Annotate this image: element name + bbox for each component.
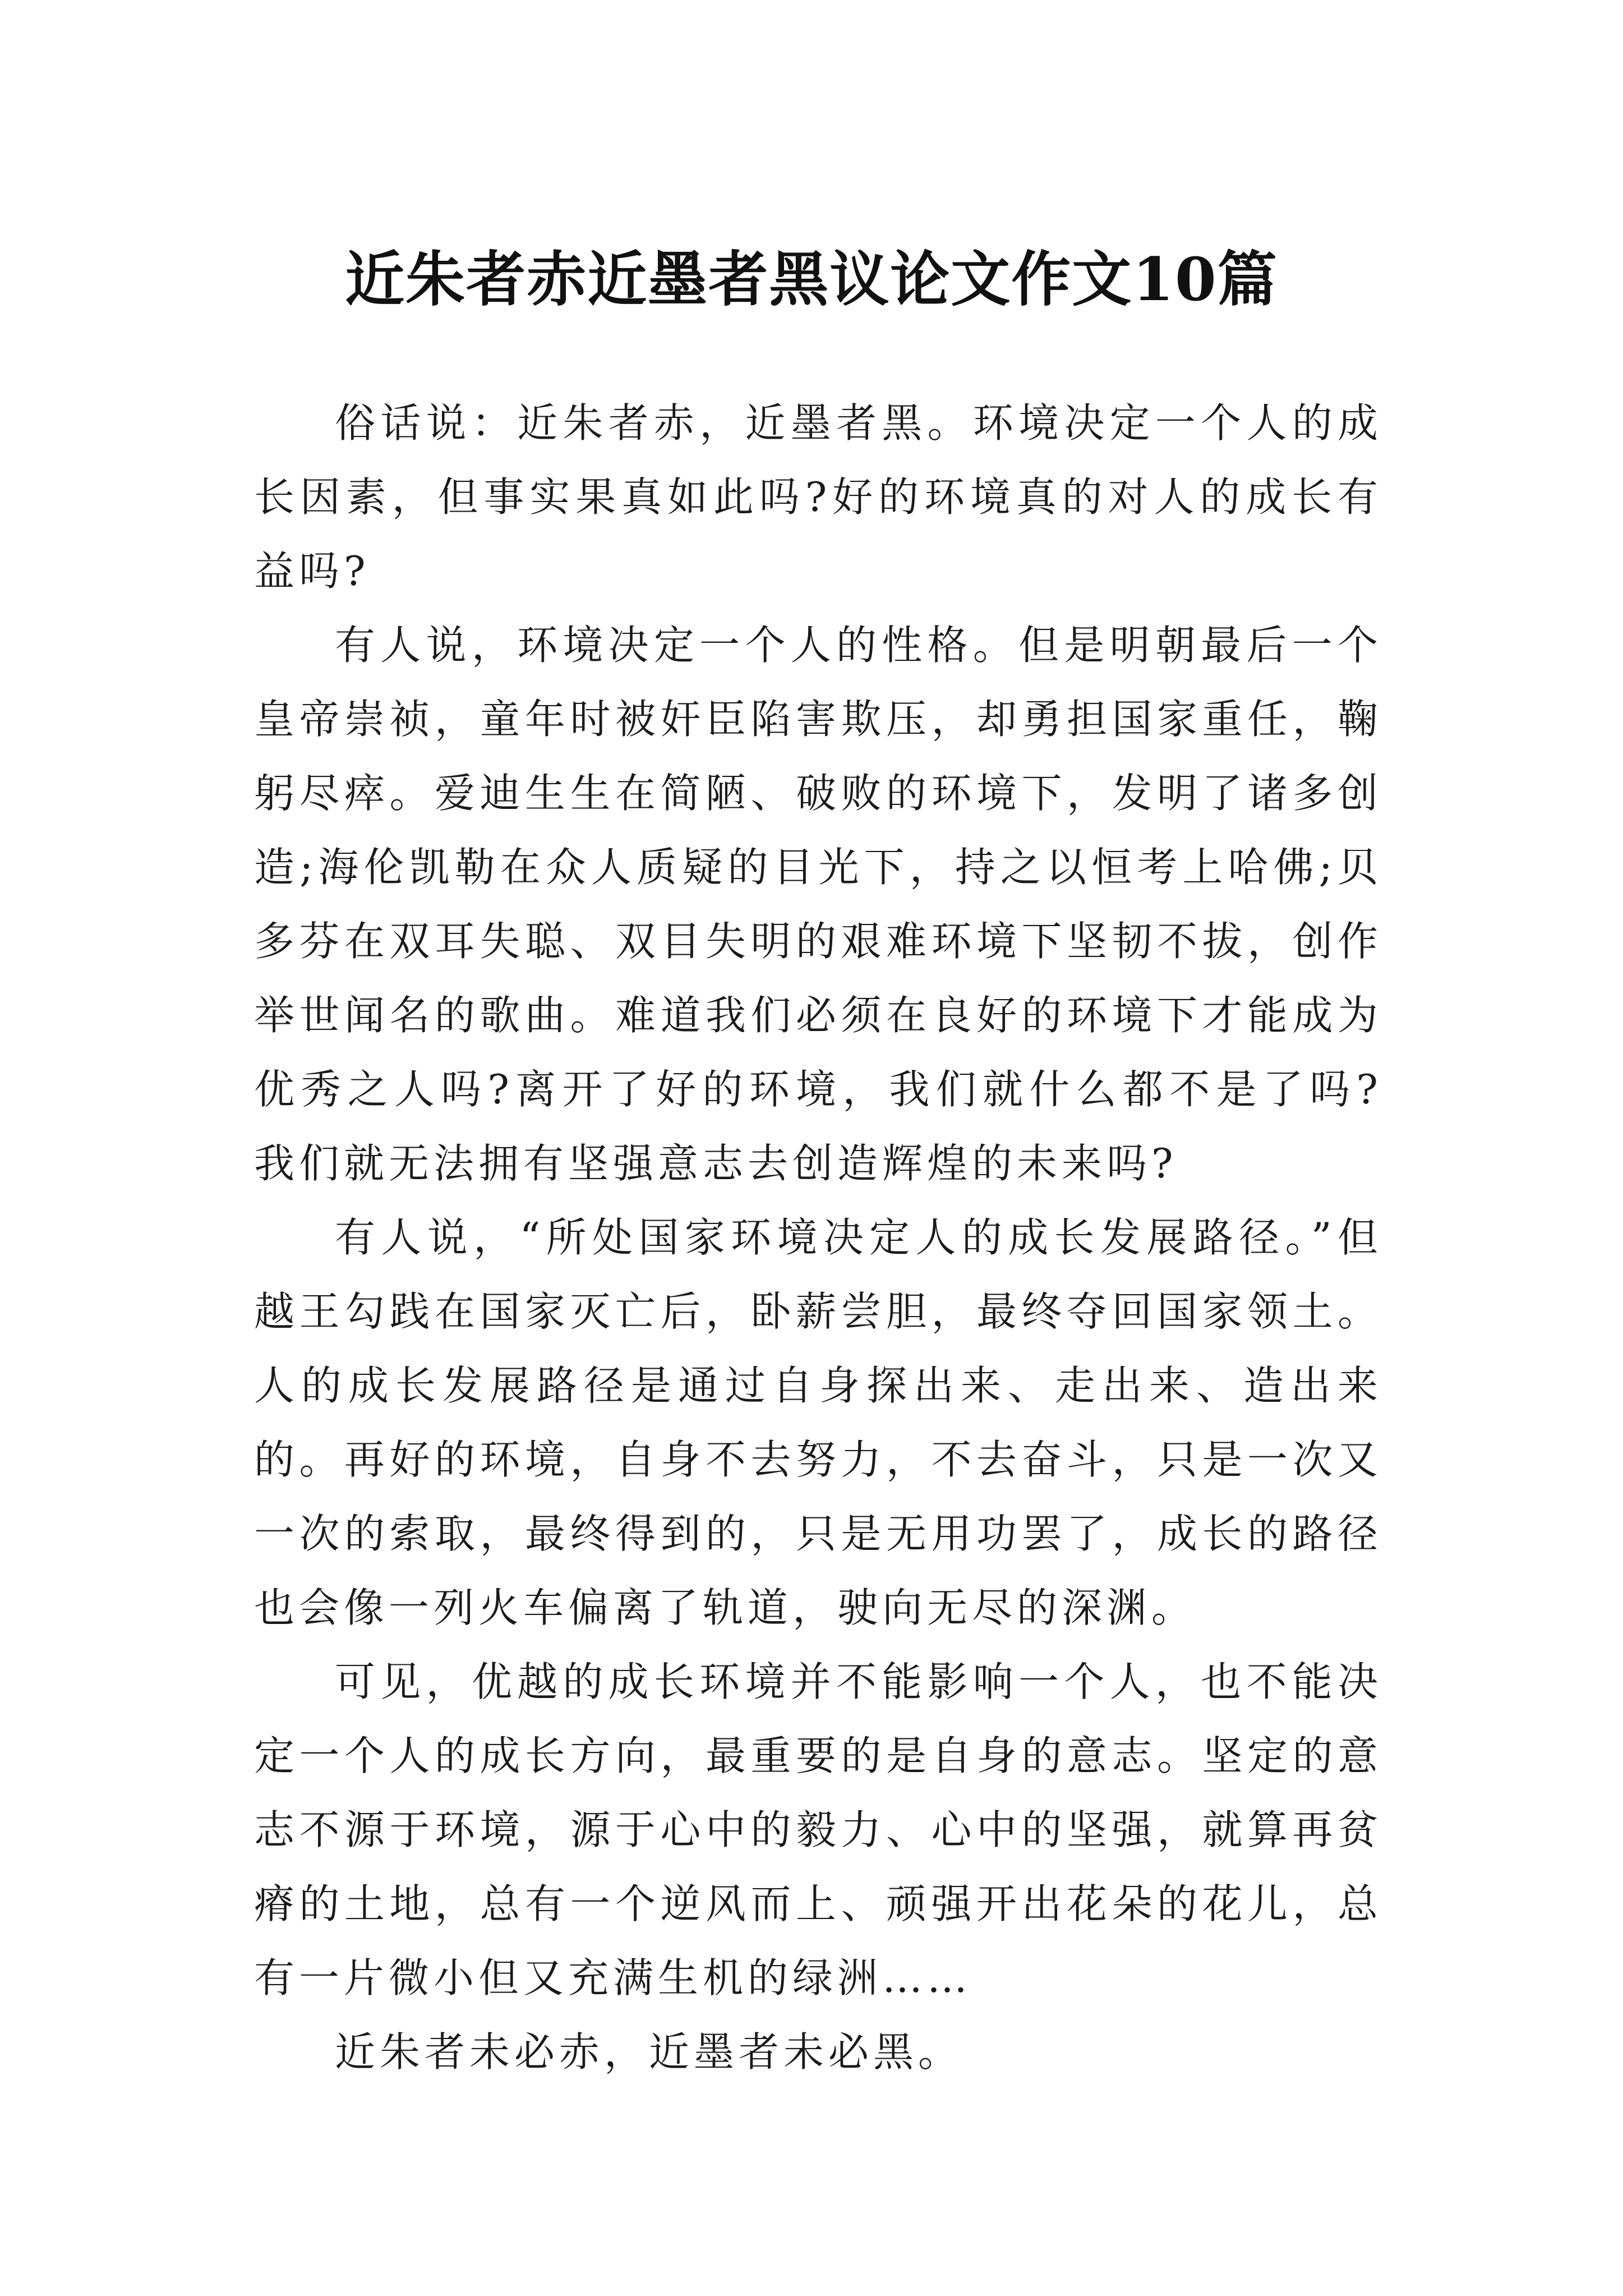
paragraph: 有人说，环境决定一个人的性格。但是明朝最后一个皇帝崇祯，童年时被奸臣陷害欺压，却勇担国家重任，鞠躬尽瘁。爱迪生生在简陋、破败的环境下，发明了诸多创造;海伦凯勒在众人质疑的目光下，持之以恒考上哈佛;贝多芬在双耳失聪、双目失明的艰难环境下坚韧不拔，创作举世闻名的歌曲。难道我们必须在良好的环境下才能成为优秀之人吗?离开了好的环境，我们就什么都不是了吗?我们就无法拥有坚强意志去创造辉煌的未来吗? bbox=[254, 622, 1382, 1187]
paragraph: 有人说，“所处国家环境决定人的成长发展路径。”但越王勾践在国家灭亡后，卧薪尝胆，最终夺回国家领土。人的成长发展路径是通过自身探出来、走出来、造出来的。再好的环境，自身不去努力，不去奋斗，只是一次又一次的索取，最终得到的，只是无用功罢了，成长的路径也会像一列火车偏离了轨道，驶向无尽的深渊。 bbox=[254, 1214, 1382, 1631]
paragraph: 俗话说：近朱者赤，近墨者黑。环境决定一个人的成长因素，但事实果真如此吗?好的环境真的对人的成长有益吗? bbox=[254, 399, 1382, 595]
document-body bbox=[254, 386, 1382, 2089]
document-title: 近朱者赤近墨者黑议论文作文10篇 bbox=[345, 244, 1278, 315]
paragraph: 可见，优越的成长环境并不能影响一个人，也不能决定一个人的成长方向，最重要的是自身的意志。坚定的意志不源于环境，源于心中的毅力、心中的坚强，就算再贫瘠的土地，总有一个逆风而上、顽强开出花朵的花儿，总有一片微小但又充满生机的绿洲…… bbox=[254, 1658, 1382, 2001]
paragraph: 近朱者未必赤，近墨者未必黑。 bbox=[335, 2028, 963, 2076]
